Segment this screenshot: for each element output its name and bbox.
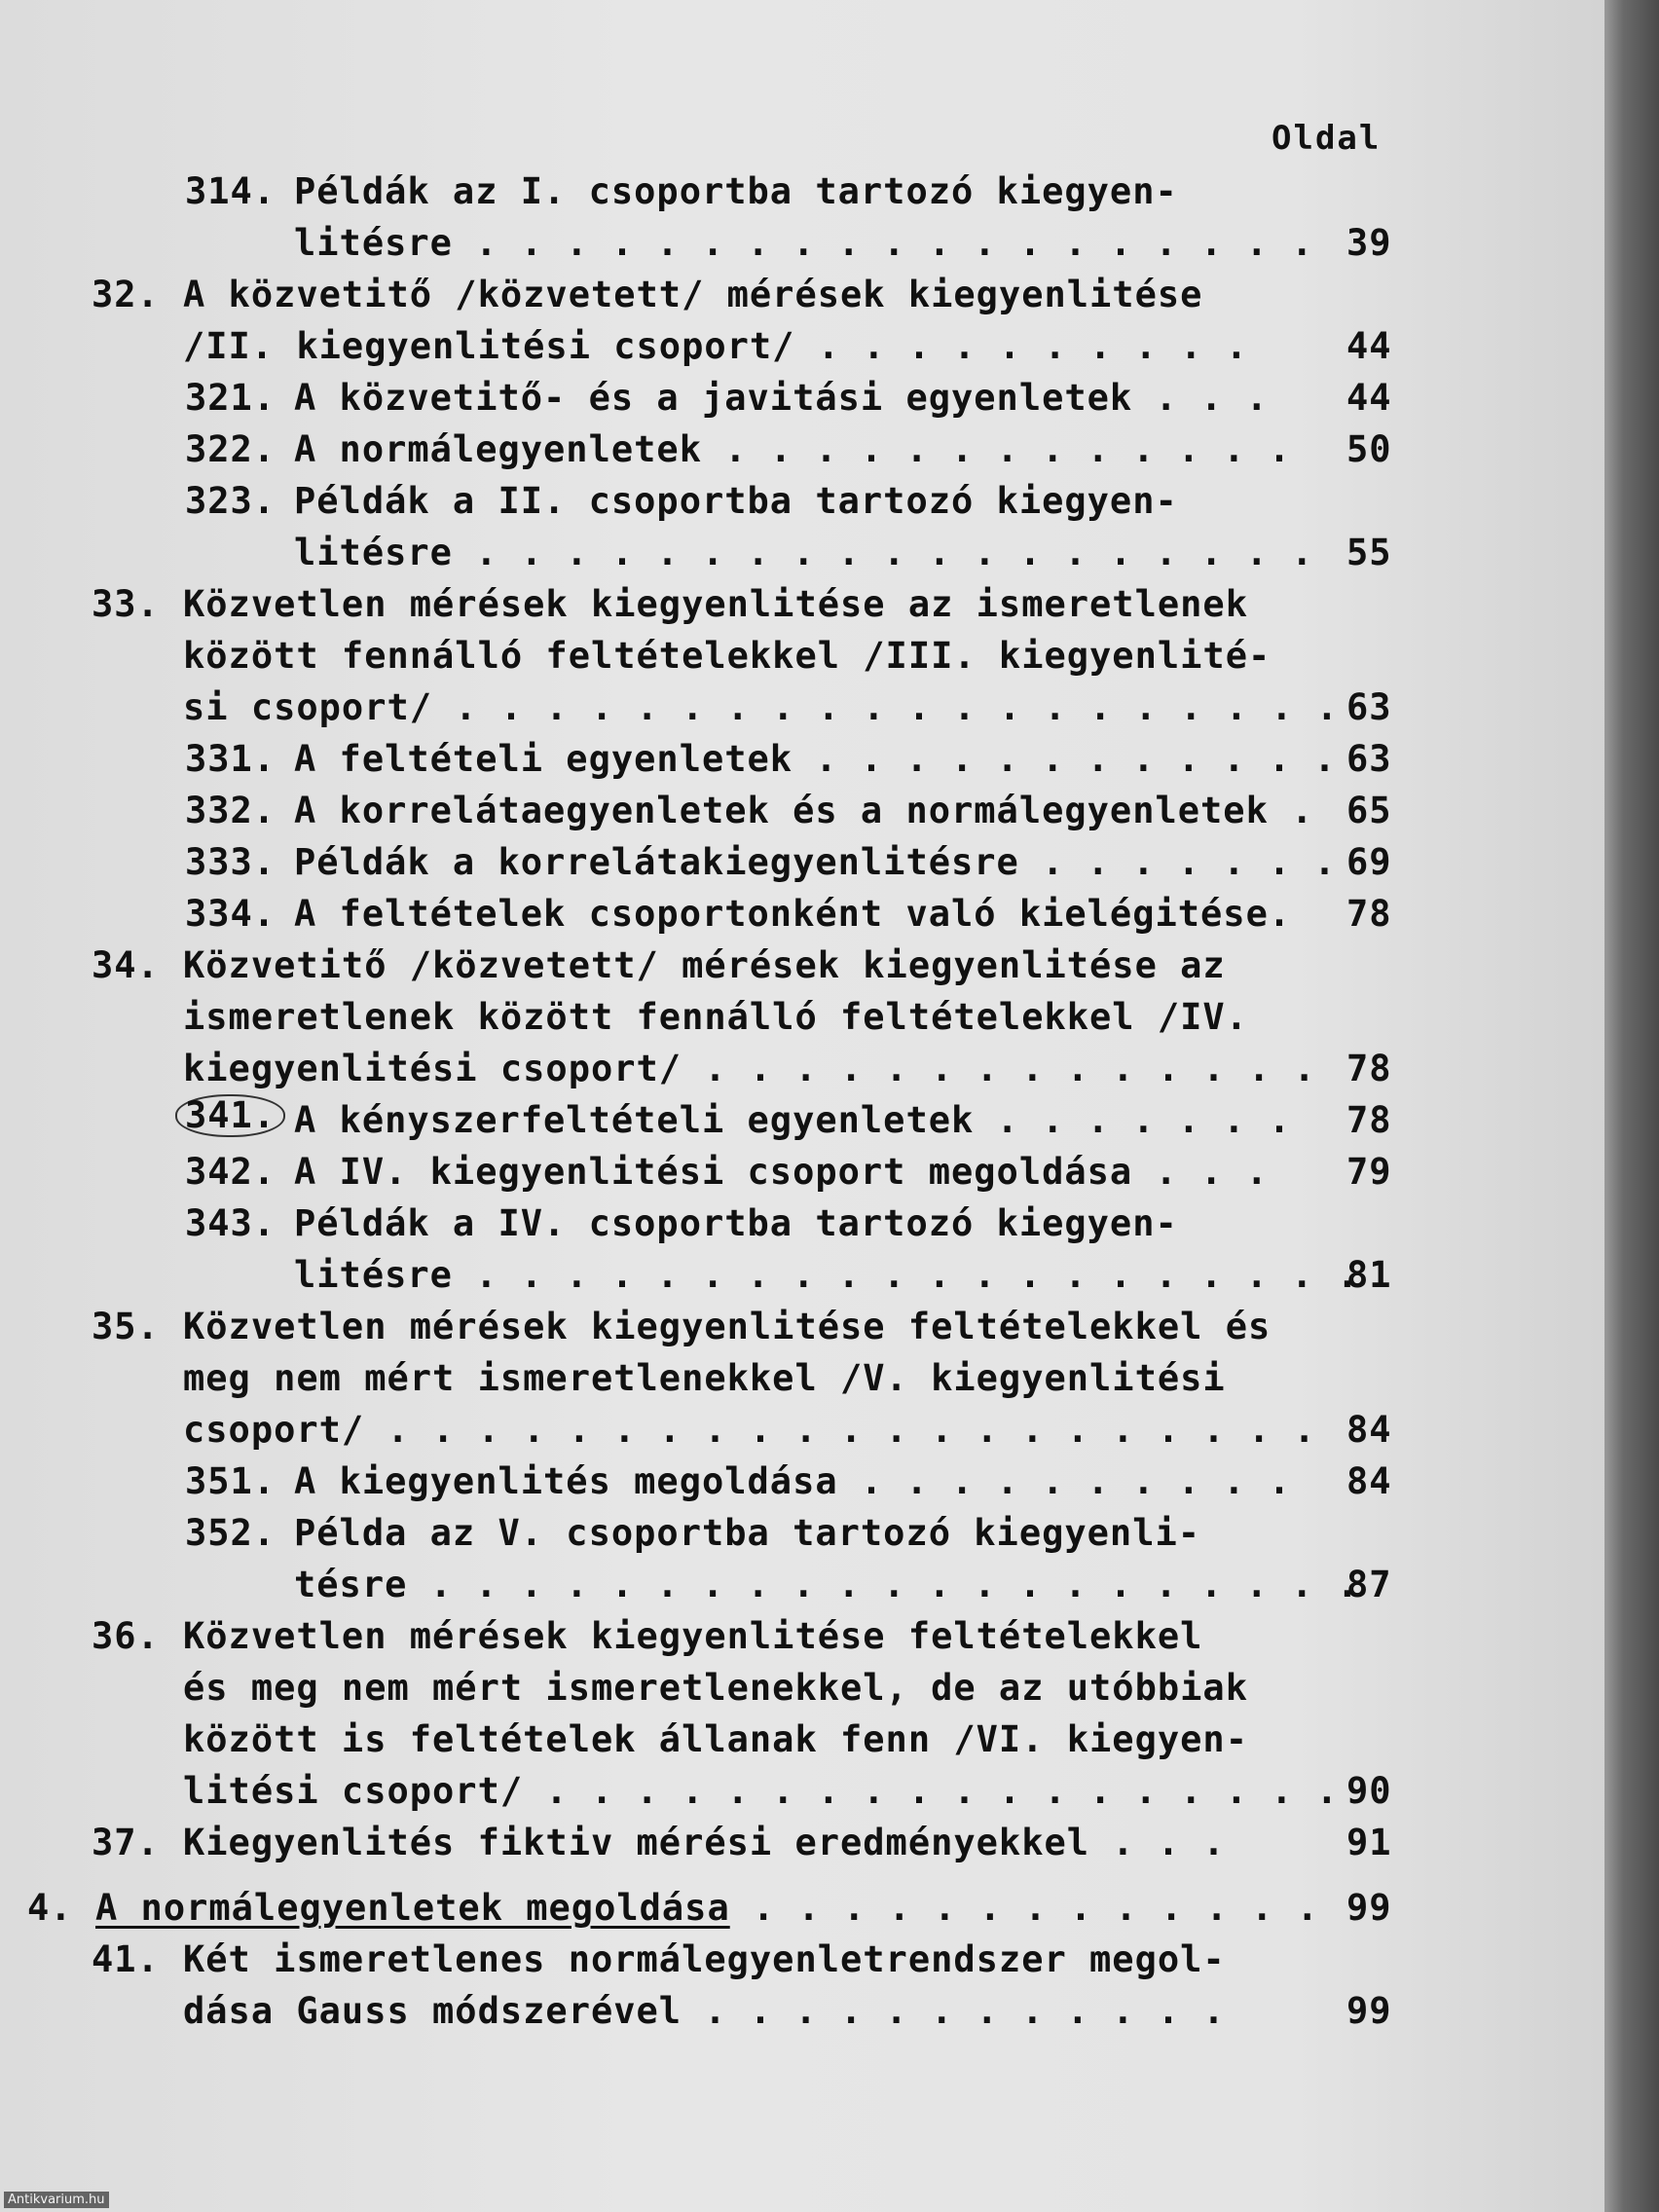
toc-page-number: 44: [1346, 377, 1392, 419]
toc-entry-continuation: [0, 1352, 1659, 1404]
toc-entry-continuation: [0, 1043, 1659, 1094]
toc-entry-title: /II. kiegyenlitési csoport/ . . . . . . . . . .: [183, 325, 1248, 367]
toc-page-number: 84: [1346, 1460, 1392, 1502]
toc-entry: [0, 1301, 1659, 1352]
toc-entry-number: 343.: [185, 1202, 276, 1244]
toc-page-number: 78: [1346, 893, 1392, 935]
toc-entry-number: 333.: [185, 841, 276, 883]
toc-entry-title: A kényszerfeltételi egyenletek . . . . . . .: [294, 1099, 1292, 1141]
toc-entry: [0, 940, 1659, 991]
toc-entry-continuation: [0, 1662, 1659, 1714]
toc-entry-title: Példák a II. csoportba tartozó kiegyen-: [294, 480, 1178, 522]
toc-entry-number: 37.: [92, 1822, 160, 1863]
toc-entry-title: A normálegyenletek . . . . . . . . . . . . .: [294, 428, 1292, 470]
toc-entry: [0, 372, 1659, 424]
toc-entry-title: A kiegyenlités megoldása . . . . . . . . . .: [294, 1460, 1292, 1502]
toc-entry-continuation: [0, 682, 1659, 733]
toc-entry-number: 314.: [185, 170, 276, 212]
toc-entry-title: Példák a korrelátakiegyenlitésre . . . . . . .: [294, 841, 1337, 883]
toc-entry-continuation: [0, 991, 1659, 1043]
table-of-contents: [0, 166, 1659, 2037]
toc-page-number: 39: [1346, 222, 1392, 264]
toc-entry-continuation: [0, 1249, 1659, 1301]
toc-entry-number: 331.: [185, 738, 276, 780]
toc-entry-title: között fennálló feltételekkel /III. kiegyenlité-: [183, 635, 1272, 677]
toc-page-number: 99: [1346, 1887, 1392, 1929]
toc-entry-title: ismeretlenek között fennálló feltételekkel /IV.: [183, 996, 1248, 1038]
toc-entry-continuation: [0, 1559, 1659, 1610]
toc-entry-number: 332.: [185, 790, 276, 831]
toc-entry-number: 34.: [92, 944, 160, 986]
toc-entry-number: 342.: [185, 1151, 276, 1193]
toc-entry: [0, 1507, 1659, 1559]
toc-page-number: 44: [1346, 325, 1392, 367]
toc-entry-title: Közvetitő /közvetett/ mérések kiegyenlitése az: [183, 944, 1226, 986]
toc-entry-title: kiegyenlitési csoport/ . . . . . . . . . . . . . .: [183, 1048, 1316, 1089]
toc-entry: [0, 1146, 1659, 1198]
toc-entry-title: között is feltételek állanak fenn /VI. kiegyen-: [183, 1718, 1248, 1760]
toc-entry-title-underlined: A normálegyenletek megoldása: [95, 1887, 730, 1929]
toc-entry: [0, 578, 1659, 630]
toc-page-number: 63: [1346, 686, 1392, 728]
toc-entry-title: litésre . . . . . . . . . . . . . . . . . . . .: [294, 1254, 1359, 1296]
toc-entry: [0, 1817, 1659, 1868]
toc-entry: [0, 1198, 1659, 1249]
toc-entry-title: Két ismeretlenes normálegyenletrendszer megol-: [183, 1938, 1226, 1980]
toc-entry-title: A feltételek csoportonként való kielégitése.: [294, 893, 1292, 935]
toc-entry-continuation: [0, 1714, 1659, 1765]
toc-entry-title: és meg nem mért ismeretlenekkel, de az utóbbiak: [183, 1667, 1248, 1709]
toc-entry-number: 4.: [27, 1887, 73, 1929]
toc-entry-number: 351.: [185, 1460, 276, 1502]
toc-page-number: 78: [1346, 1048, 1392, 1089]
toc-entry: [0, 1610, 1659, 1662]
toc-entry-title: A közvetitő- és a javitási egyenletek . . .: [294, 377, 1269, 419]
toc-entry-number: 321.: [185, 377, 276, 419]
toc-entry-title: litési csoport/ . . . . . . . . . . . . . . . . . .: [183, 1770, 1340, 1812]
watermark: Antikvarium.hu: [4, 2192, 109, 2208]
toc-entry-title: csoport/ . . . . . . . . . . . . . . . . . . . . .: [183, 1409, 1316, 1451]
toc-entry-continuation: [0, 1404, 1659, 1456]
toc-page-number: 79: [1346, 1151, 1392, 1193]
toc-entry: [0, 475, 1659, 527]
toc-entry-continuation: [0, 217, 1659, 269]
toc-entry-title: A feltételi egyenletek . . . . . . . . . . . .: [294, 738, 1337, 780]
toc-entry-number: 35.: [92, 1306, 160, 1347]
toc-entry-number: 32.: [92, 274, 160, 315]
toc-entry-title: Közvetlen mérések kiegyenlitése az ismeretlenek: [183, 583, 1248, 625]
toc-entry: [0, 1934, 1659, 1985]
toc-entry-number: 352.: [185, 1512, 276, 1554]
toc-entry-title: Példák az I. csoportba tartozó kiegyen-: [294, 170, 1178, 212]
toc-entry-title: Közvetlen mérések kiegyenlitése feltételekkel és: [183, 1306, 1272, 1347]
toc-page-number: 63: [1346, 738, 1392, 780]
toc-page-number: 84: [1346, 1409, 1392, 1451]
toc-entry-title: A közvetitő /közvetett/ mérések kiegyenlitése: [183, 274, 1203, 315]
toc-entry-title: [95, 1882, 1319, 1934]
toc-entry-number: 33.: [92, 583, 160, 625]
toc-entry-number: 41.: [92, 1938, 160, 1980]
toc-entry-title: litésre . . . . . . . . . . . . . . . . . . .: [294, 222, 1314, 264]
toc-entry-number: 334.: [185, 893, 276, 935]
toc-entry-title: Példa az V. csoportba tartozó kiegyenli-: [294, 1512, 1201, 1554]
toc-page-number: 55: [1346, 532, 1392, 573]
toc-entry: [0, 836, 1659, 888]
toc-entry-title: Kiegyenlités fiktiv mérési eredményekkel . . .: [183, 1822, 1226, 1863]
toc-entry: [0, 733, 1659, 785]
toc-entry-title: A korrelátaegyenletek és a normálegyenletek .: [294, 790, 1314, 831]
toc-entry-title: Példák a IV. csoportba tartozó kiegyen-: [294, 1202, 1178, 1244]
toc-entry-title: si csoport/ . . . . . . . . . . . . . . . . . . . .: [183, 686, 1340, 728]
toc-entry-title: A IV. kiegyenlitési csoport megoldása . . .: [294, 1151, 1269, 1193]
toc-page-number: 78: [1346, 1099, 1392, 1141]
toc-entry-continuation: [0, 320, 1659, 372]
toc-entry-title: litésre . . . . . . . . . . . . . . . . . . .: [294, 532, 1314, 573]
toc-page-number: 90: [1346, 1770, 1392, 1812]
toc-entry-number: 322.: [185, 428, 276, 470]
toc-entry: [0, 269, 1659, 320]
toc-page-number: 69: [1346, 841, 1392, 883]
toc-entry: [0, 1882, 1659, 1934]
toc-entry: [0, 785, 1659, 836]
toc-page-number: 99: [1346, 1990, 1392, 2032]
toc-page-number: 81: [1346, 1254, 1392, 1296]
toc-leader-dots: . . . . . . . . . . . . .: [729, 1887, 1319, 1929]
toc-entry-continuation: [0, 1765, 1659, 1817]
toc-entry-continuation: [0, 1985, 1659, 2037]
toc-entry: [0, 1094, 1659, 1146]
toc-entry-continuation: [0, 527, 1659, 578]
toc-entry-number: 36.: [92, 1615, 160, 1657]
toc-page-number: 65: [1346, 790, 1392, 831]
toc-page-number: 91: [1346, 1822, 1392, 1863]
toc-page-number: 87: [1346, 1564, 1392, 1605]
toc-entry-title: meg nem mért ismeretlenekkel /V. kiegyenlitési: [183, 1357, 1226, 1399]
toc-entry: [0, 166, 1659, 217]
toc-entry-number: 341.: [175, 1094, 285, 1137]
page-column-header: Oldal: [1272, 119, 1382, 158]
toc-entry: [0, 888, 1659, 940]
toc-entry-title: Közvetlen mérések kiegyenlitése feltételekkel: [183, 1615, 1203, 1657]
toc-entry: [0, 1456, 1659, 1507]
toc-page-number: 50: [1346, 428, 1392, 470]
toc-entry-title: tésre . . . . . . . . . . . . . . . . . . . . .: [294, 1564, 1359, 1605]
toc-entry: [0, 424, 1659, 475]
toc-entry-number: 323.: [185, 480, 276, 522]
toc-entry-continuation: [0, 630, 1659, 682]
toc-entry-title: dása Gauss módszerével . . . . . . . . . . . .: [183, 1990, 1226, 2032]
